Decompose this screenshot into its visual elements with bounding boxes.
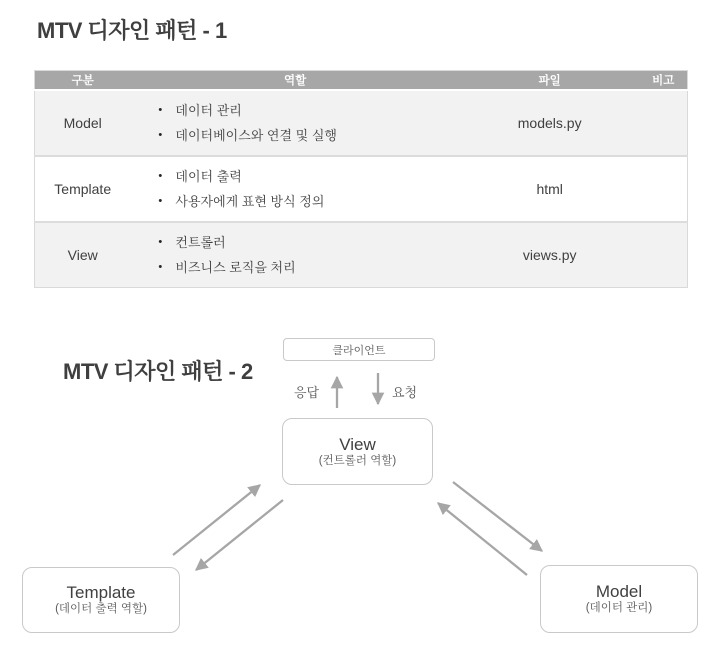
- client-node-label: 클라이언트: [332, 344, 386, 357]
- header-category: 구분: [35, 71, 131, 90]
- role-item: • 사용자에게 표현 방식 정의: [158, 189, 459, 214]
- header-note: 비고: [640, 71, 688, 90]
- request-label: 요청: [392, 385, 418, 400]
- role-item: • 컨트롤러: [158, 230, 459, 255]
- view-to-model-arrow: [453, 482, 542, 551]
- client-node: [283, 338, 435, 361]
- cell-category: Model: [35, 90, 131, 156]
- response-label: 응답: [294, 385, 320, 400]
- role-item: • 데이터 관리: [158, 98, 459, 123]
- role-item: • 데이터베이스와 연결 및 실행: [158, 123, 459, 148]
- model-node-role: (데이터 관리): [585, 602, 653, 614]
- view-node-role: (컨트롤러 역할): [318, 454, 397, 467]
- slide2-title: MTV 디자인 패턴 - 2: [63, 359, 253, 384]
- header-file: 파일: [460, 71, 640, 90]
- model-node-name: Model: [595, 582, 643, 601]
- role-item: • 데이터 출력: [158, 164, 459, 189]
- cell-file: html: [536, 180, 563, 197]
- model-to-view-arrow: [438, 503, 527, 575]
- cell-file: views.py: [460, 222, 640, 288]
- slide1-title: MTV 디자인 패턴 - 1: [37, 18, 227, 43]
- template-node-name: Template: [66, 583, 136, 602]
- cell-category: View: [35, 222, 131, 288]
- cell-file: models.py: [460, 90, 640, 156]
- model-node: [540, 565, 698, 633]
- cell-category: Template: [54, 180, 112, 197]
- view-to-template-arrow: [196, 500, 283, 570]
- view-node: [282, 418, 433, 485]
- role-item: • 비즈니스 로직을 처리: [158, 255, 459, 280]
- template-node: [22, 567, 180, 633]
- template-node-role: (데이터 출력 역할): [55, 603, 147, 615]
- view-node-name: View: [339, 434, 376, 454]
- header-role: 역할: [130, 71, 459, 90]
- template-to-view-arrow: [173, 485, 260, 555]
